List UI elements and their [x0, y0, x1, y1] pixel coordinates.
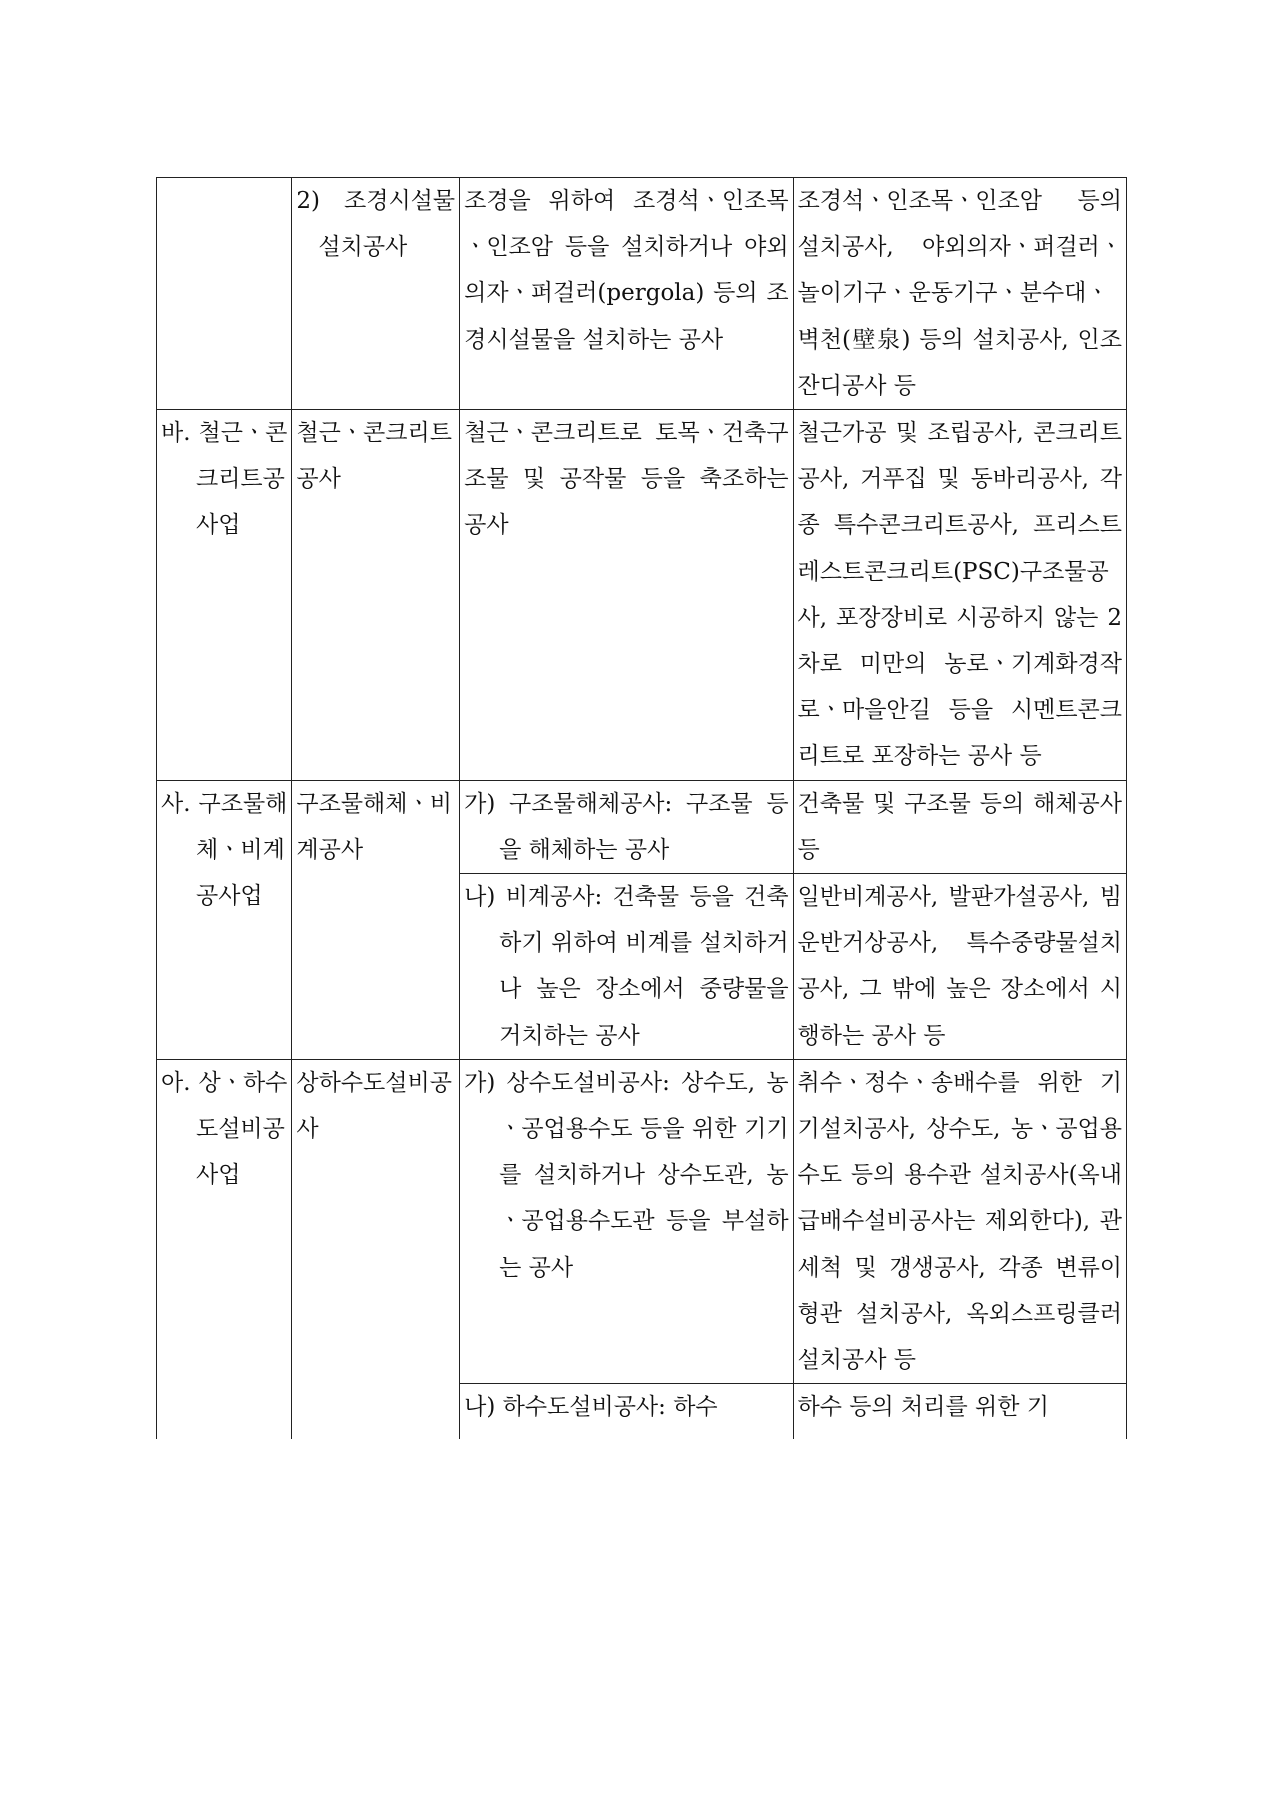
examples-cell: 하수 등의 처리를 위한 기: [793, 1384, 1126, 1440]
category-cell: [157, 780, 292, 1059]
examples-cell: 철근가공 및 조립공사, 콘크리트공사, 거푸집 및 동바리공사, 각종 특수콘크리트공사, 프리스트레스트콘크리트(PSC)구조물공사, 포장장비로 시공하지 않는 2차로 미만의 농로ㆍ기계화경작로ㆍ마을안길 등을 시멘트콘크리트로 포장하는 공사 등: [793, 410, 1126, 781]
item-cell: 구조물해체ㆍ비계공사: [292, 780, 460, 1059]
description-text: 가) 상수도설비공사: 상수도, 농ㆍ공업용수도 등을 위한 기기를 설치하거나 상수도관, 농ㆍ공업용수도관 등을 부설하는 공사: [464, 1069, 789, 1281]
examples-cell: 취수ㆍ정수ㆍ송배수를 위한 기기설치공사, 상수도, 농ㆍ공업용수도 등의 용수관 설치공사(옥내급배수설비공사는 제외한다), 관세척 및 갱생공사, 각종 변류이형관 설치공사, 옥외스프링클러 설치공사 등: [793, 1059, 1126, 1383]
table-row: [157, 178, 1127, 410]
description-cell: [460, 780, 793, 873]
table-row: [157, 1059, 1127, 1383]
description-cell: [460, 1059, 793, 1383]
item-cell: 철근ㆍ콘크리트공사: [292, 410, 460, 781]
description-cell: 철근ㆍ콘크리트로 토목ㆍ건축구조물 및 공작물 등을 축조하는 공사: [460, 410, 793, 781]
item-cell: 상하수도설비공사: [292, 1059, 460, 1439]
table-row: [157, 780, 1127, 873]
description-text: 나) 하수도설비공사: 하수: [464, 1394, 718, 1421]
examples-cell: 일반비계공사, 발판가설공사, 빔운반거상공사, 특수중량물설치공사, 그 밖에 높은 장소에서 시행하는 공사 등: [793, 874, 1126, 1060]
examples-cell: 조경석ㆍ인조목ㆍ인조암 등의 설치공사, 야외의자ㆍ퍼걸러ㆍ놀이기구ㆍ운동기구ㆍ분수대ㆍ벽천(壁泉) 등의 설치공사, 인조잔디공사 등: [793, 178, 1126, 410]
category-text: 사. 구조물해체ㆍ비계공사업: [161, 790, 288, 910]
table-row: [157, 410, 1127, 781]
category-text: 아. 상ㆍ하수도설비공사업: [161, 1069, 288, 1189]
description-cell: [460, 874, 793, 1060]
examples-cell: 건축물 및 구조물 등의 해체공사 등: [793, 780, 1126, 873]
description-text: 가) 구조물해체공사: 구조물 등을 해체하는 공사: [464, 790, 789, 863]
item-text: 2) 조경시설물설치공사: [296, 188, 456, 261]
category-cell: [157, 410, 292, 781]
item-cell: [292, 178, 460, 410]
description-cell: 조경을 위하여 조경석ㆍ인조목ㆍ인조암 등을 설치하거나 야외의자ㆍ퍼걸러(pergola) 등의 조경시설물을 설치하는 공사: [460, 178, 793, 410]
description-cell: [460, 1384, 793, 1440]
category-cell: [157, 1059, 292, 1439]
category-text: 바. 철근ㆍ콘크리트공사업: [161, 420, 288, 539]
description-text: 나) 비계공사: 건축물 등을 건축하기 위하여 비계를 설치하거나 높은 장소에서 중량물을 거치하는 공사: [464, 884, 789, 1049]
category-cell: [157, 178, 292, 410]
construction-classification-table: [156, 177, 1127, 1439]
